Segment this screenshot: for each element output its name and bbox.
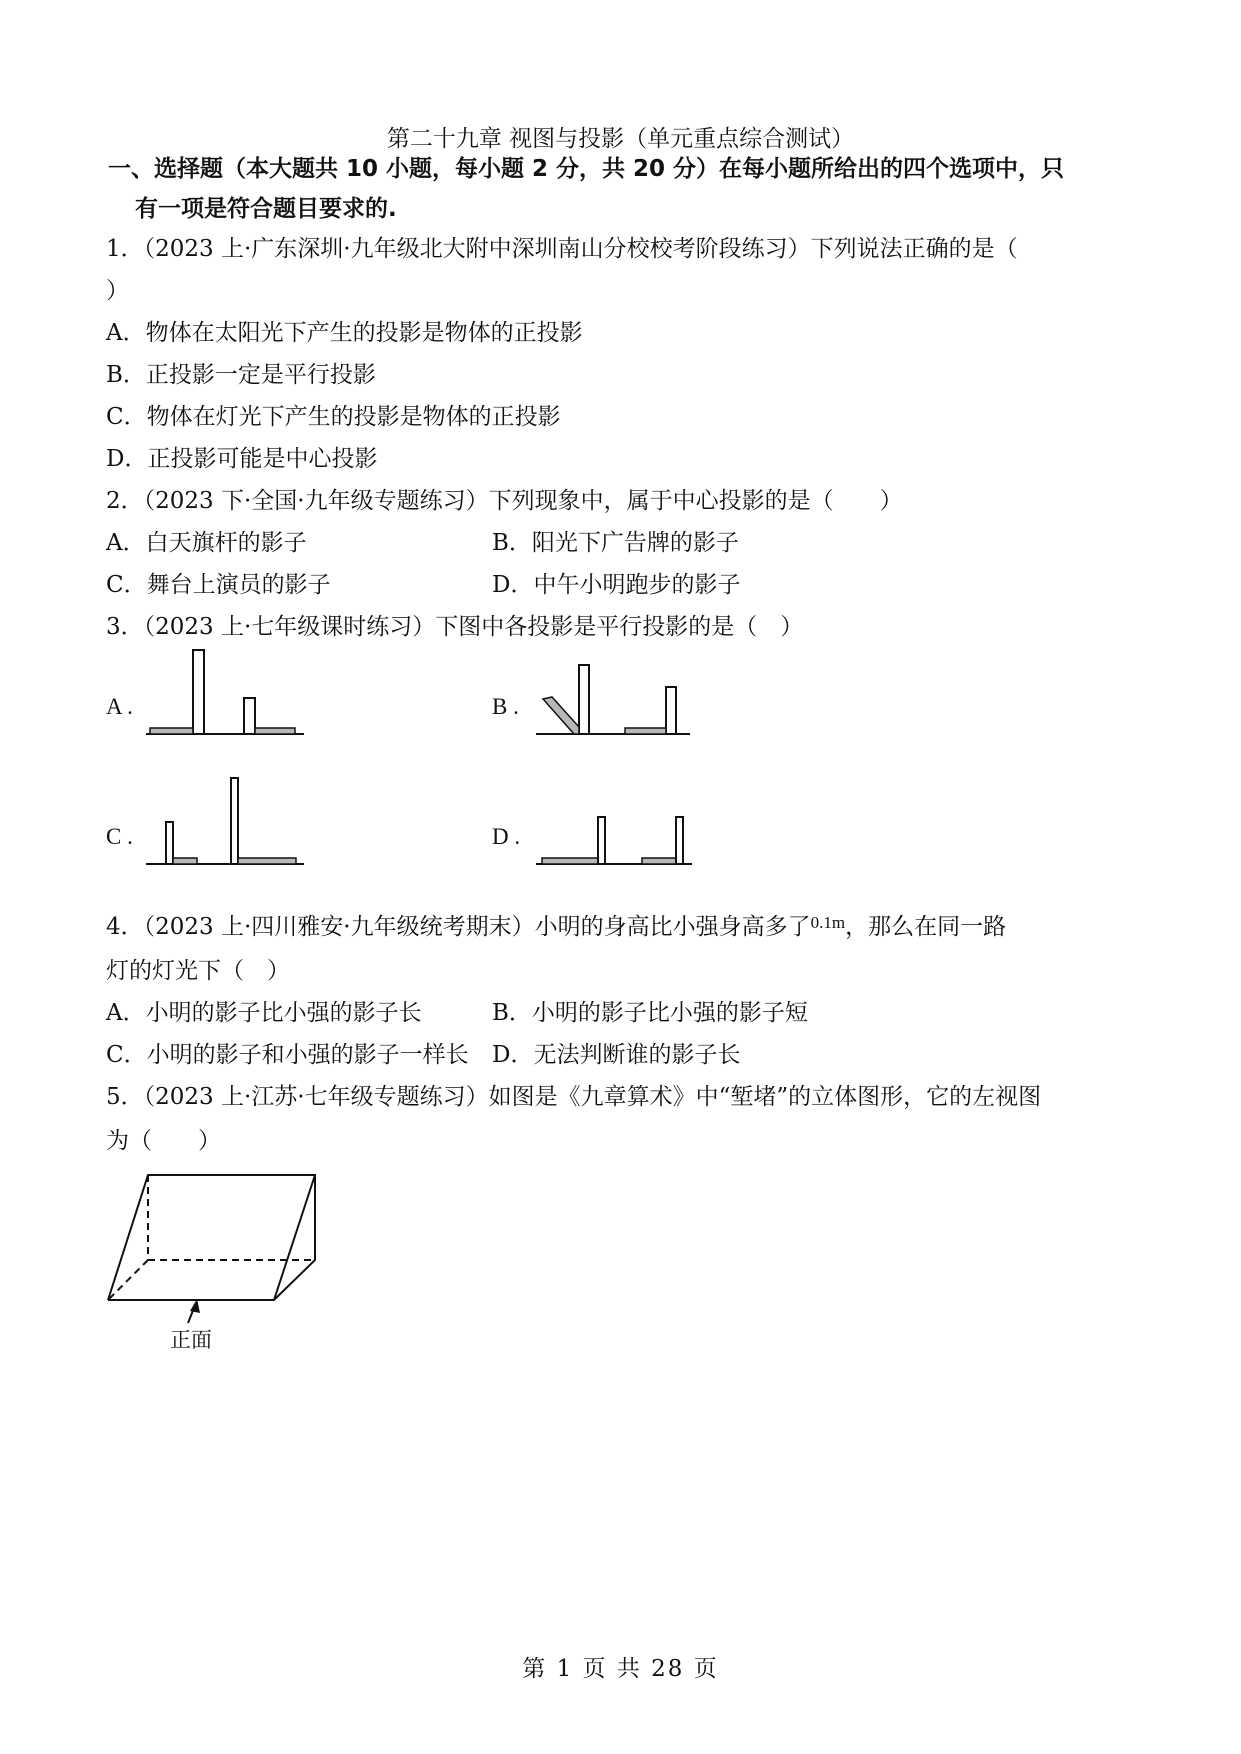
page-footer: 第 1 页 共 28 页: [522, 1656, 719, 1682]
q3-option-a-label: A .: [106, 694, 133, 719]
q1-stem-line1: 1．（2023 上·广东深圳·九年级北大附中深圳南山分校校考阶段练习）下列说法正确的是（: [106, 236, 1018, 262]
q4-option-a: A．小明的影子比小强的影子长: [106, 1000, 422, 1026]
q4-stem-line1-b: ，那么在同一路: [845, 914, 1007, 940]
q4-stem-line1: [106, 908, 1006, 941]
q1-option-a: A．物体在太阳光下产生的投影是物体的正投影: [106, 320, 583, 346]
q4-option-d: D．无法判断谁的影子长: [492, 1042, 741, 1068]
q4-option-b: B．小明的影子比小强的影子短: [492, 1000, 808, 1026]
q2-option-a: A．白天旗杆的影子: [106, 530, 307, 556]
q1-stem-line2: ）: [106, 278, 129, 304]
section-heading-line2: 有一项是符合题目要求的.: [135, 196, 397, 222]
q5-front-label: 正面: [170, 1328, 212, 1352]
q5-stem-line2: 为（ ）: [106, 1128, 221, 1154]
q4-stem-line1-a: 4．（2023 上·四川雅安·九年级统考期末）小明的身高比小强身高多了: [106, 914, 811, 940]
q4-stem-value: 0.1m: [810, 913, 846, 932]
q3-figure-a: [140, 640, 310, 740]
q3-figure-c: [140, 770, 310, 870]
q2-option-c: C．舞台上演员的影子: [106, 572, 331, 598]
page-title: 第二十九章 视图与投影（单元重点综合测试）: [386, 126, 855, 152]
q3-figure-b: [530, 655, 700, 740]
q1-option-c: C．物体在灯光下产生的投影是物体的正投影: [106, 404, 561, 430]
q5-prism-figure: [100, 1165, 330, 1360]
q4-stem-line2: 灯的灯光下（ ）: [106, 958, 290, 984]
q3-option-d-label: D .: [492, 824, 521, 849]
q3-stem: 3．（2023 上·七年级课时练习）下图中各投影是平行投影的是（ ）: [106, 614, 804, 640]
q4-option-c: C．小明的影子和小强的影子一样长: [106, 1042, 469, 1068]
q3-option-c-label: C .: [106, 824, 133, 849]
q1-option-b: B．正投影一定是平行投影: [106, 362, 376, 388]
q1-option-d: D．正投影可能是中心投影: [106, 446, 378, 472]
q3-option-b-label: B .: [492, 694, 519, 719]
q2-option-d: D．中午小明跑步的影子: [492, 572, 741, 598]
q5-stem-line1: 5．（2023 上·江苏·七年级专题练习）如图是《九章算术》中“堑堵”的立体图形，它的左视图: [106, 1084, 1042, 1110]
q2-option-b: B．阳光下广告牌的影子: [492, 530, 739, 556]
q2-stem: 2．（2023 下·全国·九年级专题练习）下列现象中，属于中心投影的是（ ）: [106, 488, 903, 514]
section-heading-line1: 一、选择题（本大题共 10 小题，每小题 2 分，共 20 分）在每小题所给出的四个选项中，只: [108, 156, 1065, 182]
q3-figure-d: [530, 805, 700, 870]
